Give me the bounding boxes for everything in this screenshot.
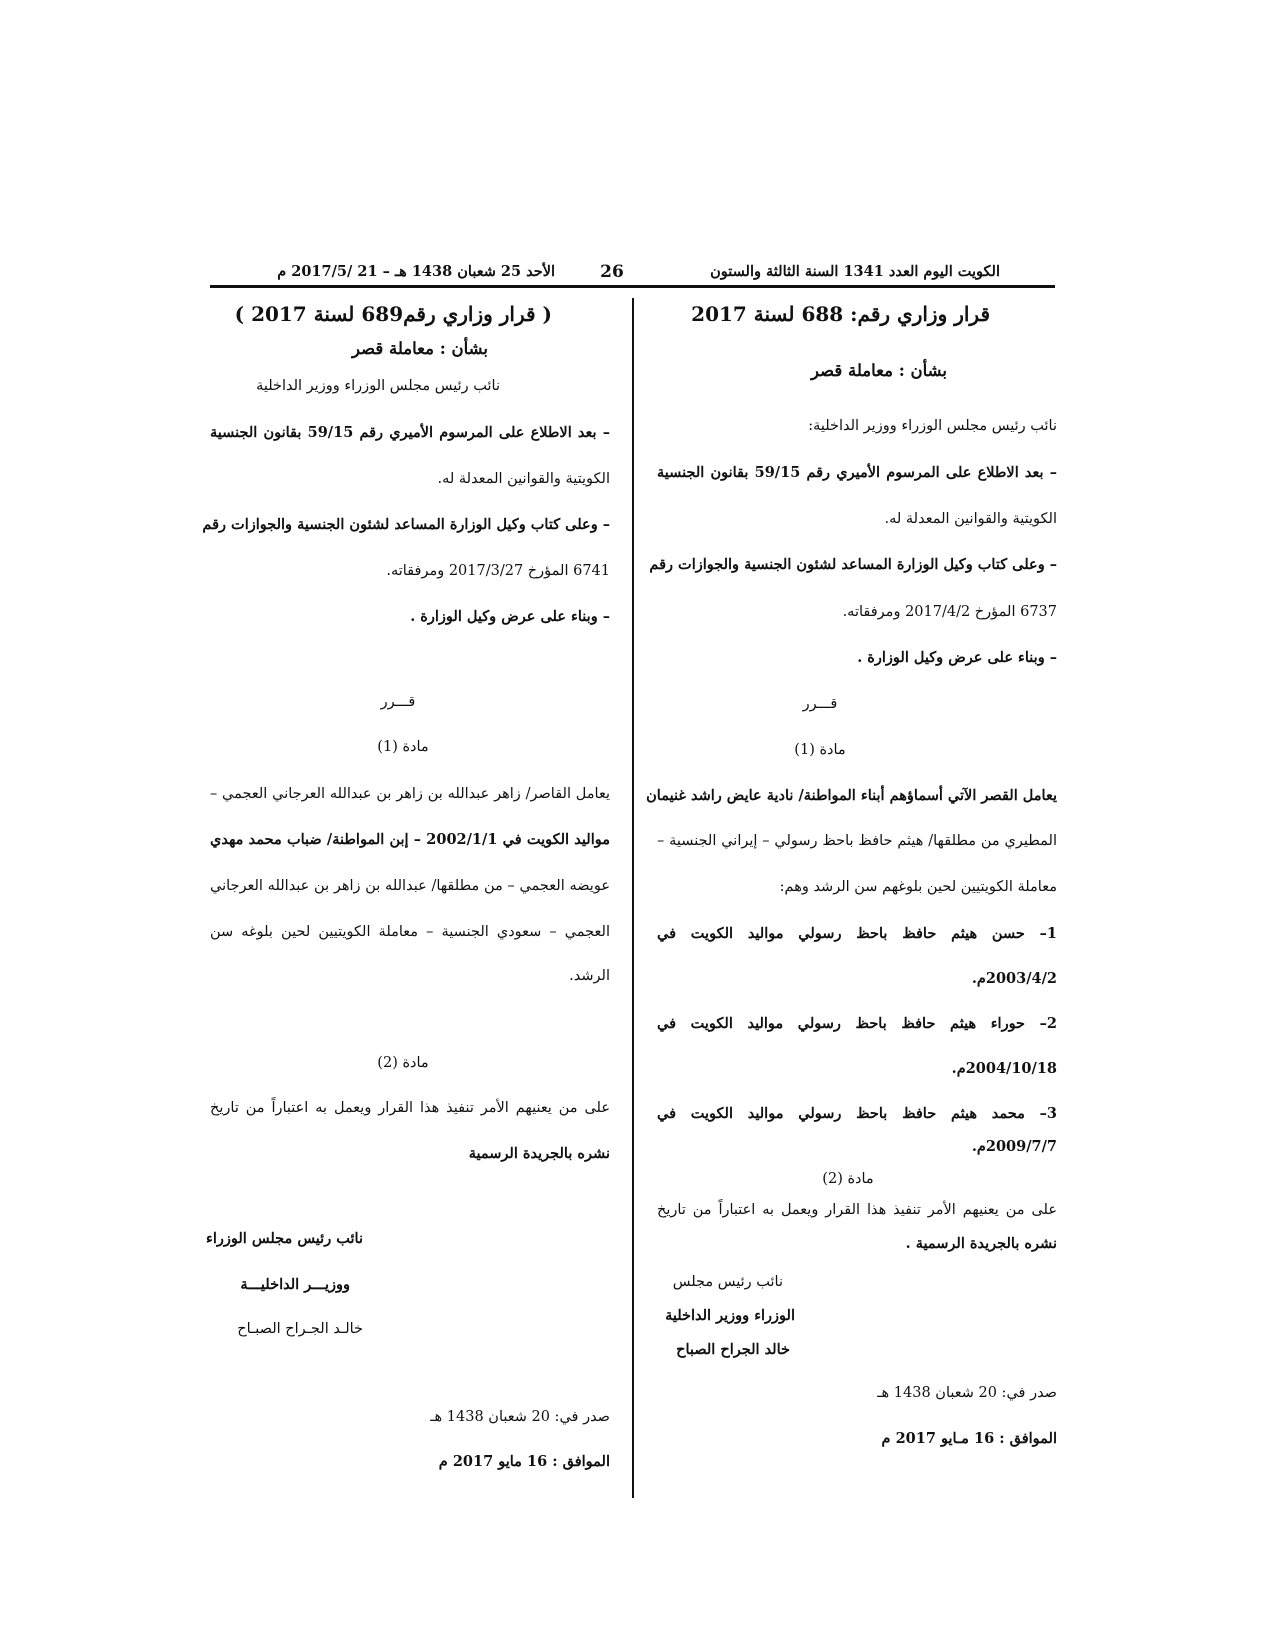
left-article-1-line-2: مواليد الكويت في 2002/1/1 – إبن المواطنة/ ضباب محمد مهدي <box>210 831 610 848</box>
column-divider <box>632 298 634 1498</box>
right-preamble-1b: الكويتية والقوانين المعدلة له. <box>884 511 1057 527</box>
left-preamble-1a: – بعد الاطلاع على المرسوم الأميري رقم 59/15 بقانون الجنسية <box>210 424 611 441</box>
left-decision-title: ( قرار وزاري رقم689 لسنة 2017 ) <box>234 302 552 326</box>
right-preamble-1a: – بعد الاطلاع على المرسوم الأميري رقم 59/15 بقانون الجنسية <box>657 464 1058 481</box>
right-issuer: نائب رئيس مجلس الوزراء ووزير الداخلية: <box>808 418 1057 434</box>
right-decision-word: قـــرر <box>802 696 838 712</box>
left-article-1-line-3: عويضه العجمي – من مطلقها/ عبدالله بن زاهر بن عبدالله العرجاني <box>210 878 610 894</box>
left-preamble-3: – وبناء على عرض وكيل الوزارة . <box>410 608 610 625</box>
left-article-2-heading: مادة (2) <box>377 1055 429 1071</box>
header-issue-info: الكويت اليوم العدد 1341 السنة الثالثة والستون <box>710 263 1000 280</box>
left-article-1-heading: مادة (1) <box>377 739 429 755</box>
right-signature-title-1: نائب رئيس مجلس <box>672 1274 783 1290</box>
left-article-1-line-5: الرشد. <box>569 968 610 984</box>
header-date: الأحد 25 شعبان 1438 هـ – 21 /2017/5 م <box>277 263 555 280</box>
right-minor-2: 2– حوراء هيثم حافظ باحظ رسولي مواليد الكويت في <box>657 1015 1057 1032</box>
left-article-2-line-2: نشره بالجريدة الرسمية <box>468 1145 610 1162</box>
left-subject: بشأن : معاملة قصر <box>351 339 488 358</box>
left-decision-word: قـــرر <box>380 694 416 710</box>
right-preamble-3: – وبناء على عرض وكيل الوزارة . <box>857 649 1057 666</box>
right-article-1-line-2: المطيري من مطلقها/ هيثم حافظ باحظ رسولي – إيراني الجنسية – <box>657 833 1057 849</box>
left-article-2-line-1: على من يعنيهم الأمر تنفيذ هذا القرار ويعمل به اعتباراً من تاريخ <box>210 1100 610 1116</box>
right-corresponding-date: الموافق : 16 مـايو 2017 م <box>881 1430 1057 1447</box>
right-preamble-2a: – وعلى كتاب وكيل الوزارة المساعد لشئون الجنسية والجوازات رقم <box>649 556 1057 573</box>
right-minor-3: 3– محمد هيثم حافظ باحظ رسولي مواليد الكويت في <box>657 1105 1057 1122</box>
right-article-2-line-1: على من يعنيهم الأمر تنفيذ هذا القرار ويعمل به اعتباراً من تاريخ <box>657 1202 1057 1218</box>
left-article-1-line-4: العجمي – سعودي الجنسية – معاملة الكويتيين لحين بلوغه سن <box>210 924 610 940</box>
right-issued-date: صدر في: 20 شعبان 1438 هـ <box>877 1385 1057 1401</box>
right-minor-1: 1– حسن هيثم حافظ باحظ رسولي مواليد الكويت في <box>657 925 1057 942</box>
right-article-2-line-2: نشره بالجريدة الرسمية . <box>905 1235 1057 1252</box>
right-article-1-heading: مادة (1) <box>794 742 846 758</box>
right-preamble-2b: 6737 المؤرخ 2017/4/2 ومرفقاته. <box>842 604 1057 620</box>
right-article-1-line-1: يعامل القصر الآتي أسماؤهم أبناء المواطنة/ نادية عايض راشد غنيمان <box>646 787 1057 804</box>
right-signature-title-2: الوزراء ووزير الداخلية <box>665 1307 795 1324</box>
left-article-1-line-1: يعامل القاصر/ زاهر عبدالله بن زاهر بن عبدالله العرجاني العجمي – <box>210 786 610 802</box>
left-signature-name: خالـد الجـراح الصبـاح <box>237 1321 363 1337</box>
left-preamble-2b: 6741 المؤرخ 2017/3/27 ومرفقاته. <box>386 563 610 579</box>
left-preamble-2a: – وعلى كتاب وكيل الوزارة المساعد لشئون الجنسية والجوازات رقم <box>202 516 610 533</box>
page-number: 26 <box>600 262 624 282</box>
right-minor-2-date: 2004/10/18م. <box>951 1060 1057 1077</box>
right-decision-title: قرار وزاري رقم: 688 لسنة 2017 <box>691 302 990 326</box>
header-rule <box>210 285 1055 288</box>
left-issued-date: صدر في: 20 شعبان 1438 هـ <box>430 1409 610 1425</box>
left-issuer: نائب رئيس مجلس الوزراء ووزير الداخلية <box>256 378 500 394</box>
right-minor-1-date: 2003/4/2م. <box>971 970 1057 987</box>
right-subject: بشأن : معاملة قصر <box>810 361 947 380</box>
right-minor-3-date: 2009/7/7م. <box>971 1138 1057 1155</box>
left-preamble-1b: الكويتية والقوانين المعدلة له. <box>437 471 610 487</box>
right-article-1-line-3: معاملة الكويتيين لحين بلوغهم سن الرشد وهم: <box>779 879 1057 895</box>
left-signature-title-2: ووزيـــر الداخليـــة <box>240 1276 350 1293</box>
left-corresponding-date: الموافق : 16 مايو 2017 م <box>438 1453 610 1470</box>
right-signature-name: خالد الجراح الصباح <box>676 1341 790 1358</box>
left-signature-title-1: نائب رئيس مجلس الوزراء <box>206 1230 363 1247</box>
right-article-2-heading: مادة (2) <box>822 1171 874 1187</box>
